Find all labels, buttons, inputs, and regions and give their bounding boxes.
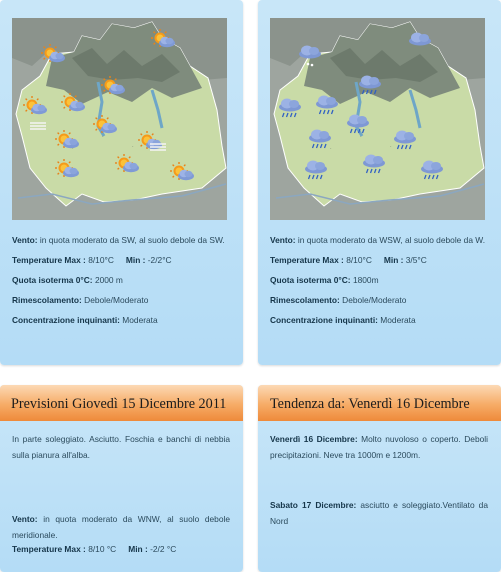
pollutants-label: Concentrazione inquinanti: [12,315,120,325]
forecast-panel-sunny [0,0,243,365]
mixing-label: Rimescolamento: [270,295,340,305]
wind-value: in quota moderato da SW, al suolo debole da SW. [39,235,225,245]
temp-max-label: Temperature Max : [12,544,86,554]
mixing-label: Rimescolamento: [12,295,82,305]
pollutants-value: Moderata [122,315,158,325]
freezing-level-value: 1800m [352,275,379,285]
forecast-card [0,385,243,572]
pollutants-label: Concentrazione inquinanti: [270,315,378,325]
temp-min-value: -2/2°C [147,255,172,265]
mixing-value: Debole/Moderato [84,295,149,305]
temp-min-value: 3/5°C [405,255,427,265]
wind-value: in quota moderato da WNW, al suolo debole meridionale. [12,514,231,540]
forecast-temperatures [12,541,230,557]
temp-max-value: 8/10°C [346,255,372,265]
freezing-level-label: Quota isoterma 0°C: [12,275,93,285]
weather-map [270,18,485,220]
forecast-description: In parte soleggiato. Asciutto. Foschia e banchi di nebbia sulla pianura all'alba. [12,434,230,460]
wind-label: Vento: [270,235,296,245]
freezing-level-label: Quota isoterma 0°C: [270,275,351,285]
trend-day1 [270,431,488,463]
trend-day1-label: Venerdì 16 Dicembre: [270,434,358,444]
temp-max-value: 8/10°C [88,255,114,265]
temp-min-label: Min : [125,255,146,265]
temp-min-value: -2/2 °C [150,544,177,554]
trend-header [258,385,501,421]
temp-min-label: Min : [128,544,148,554]
forecast-panel-rainy [258,0,501,365]
weather-map-graphic [12,18,227,220]
wind-label: Vento: [12,235,38,245]
temp-max-label: Temperature Max : [12,255,86,265]
mixing-value: Debole/Moderato [342,295,407,305]
pollutants-value: Moderata [380,315,416,325]
forecast-header [0,385,243,421]
freezing-level-value: 2000 m [94,275,123,285]
trend-day1-value: Molto nuvoloso o coperto. Deboli precipitazioni. Neve tra 1000m e 1200m. [270,434,489,460]
temp-min-label: Min : [383,255,404,265]
wind-label: Vento: [12,514,38,524]
trend-title: Tendenza da: Venerdì 16 Dicembre [270,396,470,412]
trend-day2-label: Sabato 17 Dicembre: [270,500,357,510]
trend-day2 [270,497,488,529]
forecast-wind [12,511,230,543]
wind-value: in quota moderato da WSW, al suolo debole da W. [297,235,486,245]
weather-map-graphic [270,18,485,220]
weather-map [12,18,227,220]
trend-card [258,385,501,572]
trend-day2-value: asciutto e soleggiato.Ventilato da Nord [270,500,489,526]
forecast-title: Previsioni Giovedì 15 Dicembre 2011 [11,396,227,412]
temp-max-value: 8/10 °C [88,544,117,554]
temp-max-label: Temperature Max : [270,255,344,265]
